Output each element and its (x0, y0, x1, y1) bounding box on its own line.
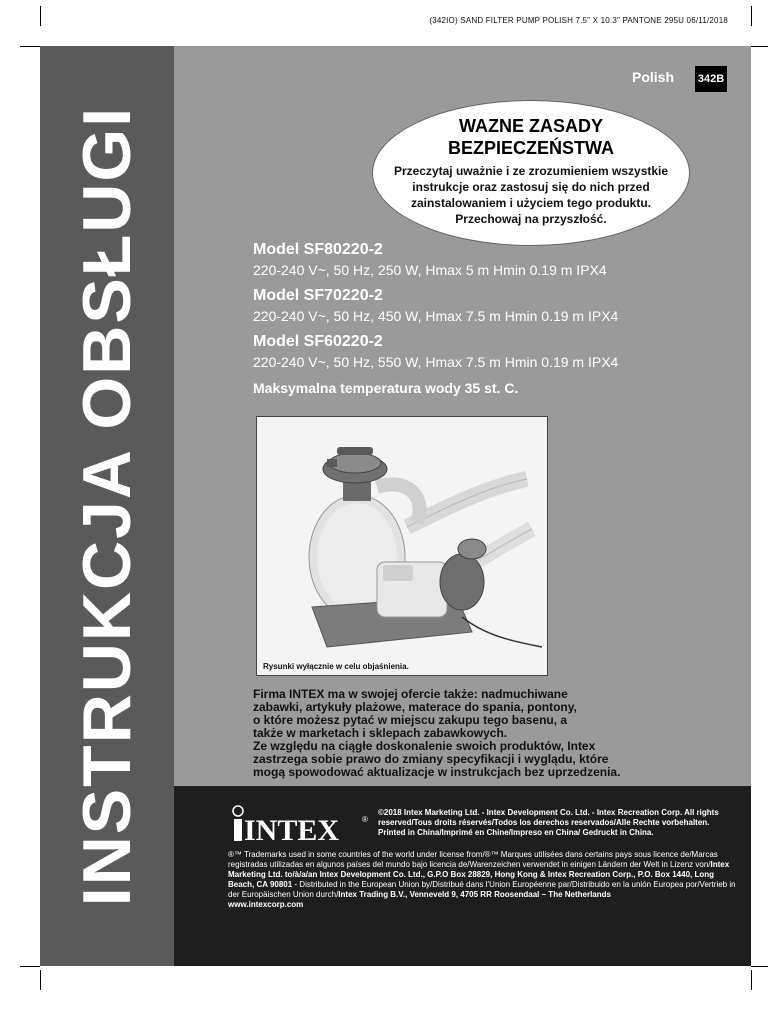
intro-line: mogą spowodować aktualizacje w instrukcjach bez uprzedzenia. (253, 765, 621, 779)
sand-filter-pump-illustration (257, 417, 548, 676)
copyright-text: ©2018 Intex Marketing Ltd. - Intex Development Co. Ltd. - Intex Recreation Corp. All rights reserved/Tous droits réservés/Todos los derechos reservados/Alle Rechte vorbehalten. Printed in China/Imprimé en Chine/Impreso en China/ Gedruckt in China. (378, 808, 719, 837)
crop-mark (20, 46, 40, 47)
licensor-text: Intex Marketing Ltd. to/à/a/an Intex Development Co. Ltd., G.P.O Box 28829, Hong Kong & Intex Recreation Corp., P.O. Box 1440, Long Beach, CA 90801 (228, 860, 730, 889)
intro-line: Firma INTEX ma w swojej ofercie także: nadmuchiwane (253, 687, 568, 701)
crop-mark (751, 6, 752, 26)
crop-mark (751, 46, 768, 47)
intex-wordmark: INTEX (244, 814, 340, 844)
print-header: (342IO) SAND FILTER PUMP POLISH 7.5" X 10.3" PANTONE 295U 06/11/2018 (429, 16, 728, 25)
safety-title (373, 115, 689, 159)
code-badge: 342B (695, 66, 727, 92)
distributor-intro: - Distributed in the European Union by/Distribué dans l’Union Européenne par/Distribuido en la unión Europea por/Vertrieb in der Europäischen Union durch/ (228, 880, 736, 899)
intro-line: o które możesz pytać w miejscu zakupu tego basenu, a (253, 713, 568, 727)
product-photo (256, 416, 548, 676)
crop-mark (751, 970, 752, 990)
safety-title-line1: WAZNE ZASADY (459, 116, 603, 136)
crop-mark (751, 966, 768, 967)
crop-mark (40, 970, 41, 990)
safety-body (391, 163, 671, 227)
safety-notice (372, 100, 690, 246)
model-spec: 220-240 V~, 50 Hz, 450 W, Hmax 7.5 m Hmin 0.19 m IPX4 (253, 308, 619, 324)
max-temperature: Maksymalna temperatura wody 35 st. C. (253, 380, 519, 396)
safety-line: zainstalowaniem i użyciem tego produktu. (410, 196, 652, 210)
intro-line: zabawki, artykuły plażowe, materace do spania, pontony, (253, 700, 577, 714)
registered-mark-icon: ® (362, 815, 368, 824)
model-name: Model SF60220-2 (253, 333, 383, 350)
safety-line: Przeczytaj uważnie i ze zrozumieniem wszystkie (393, 164, 669, 178)
intex-logo (232, 804, 372, 844)
language-label: Polish (632, 69, 675, 85)
safety-line: Przechowaj na przyszłość. (455, 212, 607, 226)
crop-mark (40, 6, 41, 26)
intro-line: zastrzega sobie prawo do zmiany specyfikacji i wyglądu, które (253, 752, 609, 766)
legal-text (228, 850, 736, 910)
intro-text (253, 688, 653, 779)
model-name: Model SF80220-2 (253, 241, 383, 258)
safety-line: instrukcje oraz zastosuj się do nich przed (412, 180, 650, 194)
model-spec: 220-240 V~, 50 Hz, 250 W, Hmax 5 m Hmin 0.19 m IPX4 (253, 262, 607, 278)
model-list (253, 240, 618, 398)
distributor-text: Intex Trading B.V., Venneveld 9, 4705 RR Roosendaal – The Netherlands (338, 890, 611, 899)
safety-title-line2: BEZPIECZEŃSTWA (447, 138, 614, 158)
sidebar-title: INSTRUKCJA OBSŁUGI (69, 105, 145, 907)
photo-caption: Rysunki wyłącznie w celu objaśnienia. (263, 662, 409, 671)
website-link: www.intexcorp.com (228, 900, 304, 909)
intro-line: także w marketach i sklepach zabawkowych. (253, 726, 508, 740)
trademark-text: ®™ Trademarks used in some countries of the world under license from/®™ Marques utilisées dans certains pays sous licence de/Marcas registradas utilizadas en algunos países del mundo bajo licencia de/Warenzeichen verwendet in einigen Ländern der Welt in Lizenz von/ (228, 850, 718, 869)
model-spec: 220-240 V~, 50 Hz, 550 W, Hmax 7.5 m Hmin 0.19 m IPX4 (253, 354, 619, 370)
crop-mark (20, 966, 40, 967)
intro-line: Ze względu na ciągłe doskonalenie swoich produktów, Intex (253, 739, 596, 753)
footer (174, 786, 751, 966)
model-name: Model SF70220-2 (253, 287, 383, 304)
